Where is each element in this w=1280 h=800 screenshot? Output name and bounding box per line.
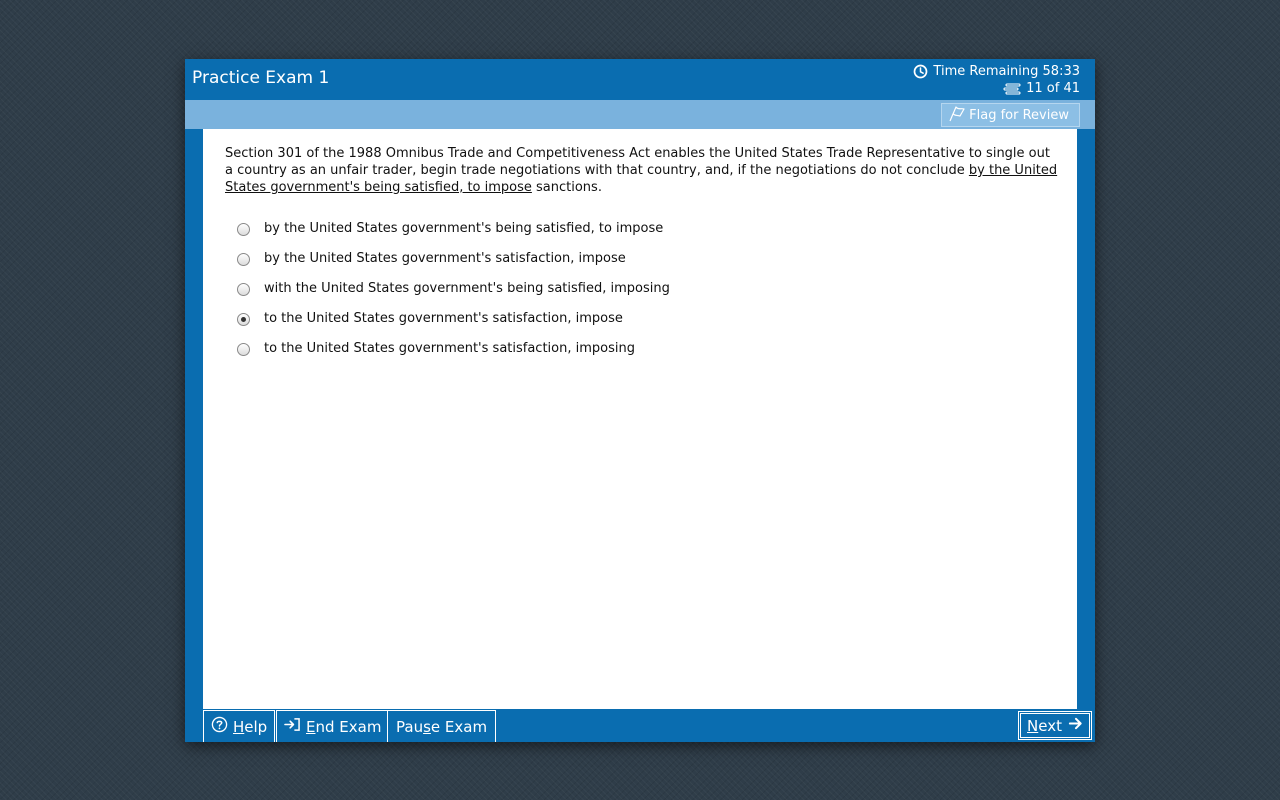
- help-button[interactable]: [203, 710, 275, 742]
- help-label: Help: [233, 717, 268, 736]
- option-label: by the United States government's being satisfied, to impose: [264, 220, 664, 236]
- option-label: to the United States government's satisfaction, impose: [264, 310, 623, 326]
- end-exam-button[interactable]: [276, 710, 389, 742]
- pause-exam-label: Pause Exam: [396, 717, 488, 736]
- option-label: by the United States government's satisfaction, impose: [264, 250, 626, 266]
- title-bar: [185, 59, 1095, 99]
- flag-icon: [948, 104, 966, 126]
- footer-bar: [203, 709, 1095, 742]
- arrow-right-icon: [1068, 716, 1083, 735]
- answer-option-e[interactable]: [237, 333, 670, 363]
- question-panel: [203, 129, 1077, 709]
- exit-icon: [284, 717, 301, 736]
- exam-title: Practice Exam 1: [192, 68, 330, 88]
- exam-window: [185, 59, 1095, 742]
- status-panel: [913, 63, 1080, 97]
- radio-button[interactable]: [237, 343, 250, 356]
- list-icon: [1003, 83, 1021, 95]
- next-label: Next: [1027, 716, 1062, 735]
- progress-label: 11 of 41: [1026, 81, 1080, 96]
- flag-for-review-button[interactable]: [941, 103, 1080, 127]
- option-label: to the United States government's satisfaction, imposing: [264, 340, 635, 356]
- end-exam-label: End Exam: [306, 717, 382, 736]
- stem-underlined-text: by the United States government's being satisfied, to impose: [225, 163, 1058, 195]
- time-remaining-label: Time Remaining 58:33: [933, 64, 1080, 79]
- flag-label: Flag for Review: [969, 107, 1069, 123]
- pause-exam-button[interactable]: [387, 710, 496, 742]
- answer-options: [237, 213, 670, 363]
- clock-icon: [913, 64, 928, 79]
- question-circle-icon: [211, 716, 228, 737]
- question-stem: [225, 145, 1060, 196]
- answer-option-d[interactable]: [237, 303, 670, 333]
- option-label: with the United States government's being satisfied, imposing: [264, 280, 670, 296]
- radio-button[interactable]: [237, 313, 250, 326]
- radio-button[interactable]: [237, 223, 250, 236]
- time-remaining: [913, 63, 1080, 80]
- answer-option-a[interactable]: [237, 213, 670, 243]
- next-button[interactable]: [1018, 711, 1092, 740]
- stem-text-end: sanctions.: [531, 180, 602, 195]
- radio-button[interactable]: [237, 283, 250, 296]
- stem-text-start: Section 301 of the 1988 Omnibus Trade and Competitiveness Act enables the United States Trade Representative to single out a country as an unfair trader, begin trade negotiations with that country, and, if the negotiations do not conclude: [225, 146, 1050, 178]
- answer-option-b[interactable]: [237, 243, 670, 273]
- toolbar: [185, 100, 1095, 129]
- question-progress: [913, 80, 1080, 97]
- answer-option-c[interactable]: [237, 273, 670, 303]
- radio-button[interactable]: [237, 253, 250, 266]
